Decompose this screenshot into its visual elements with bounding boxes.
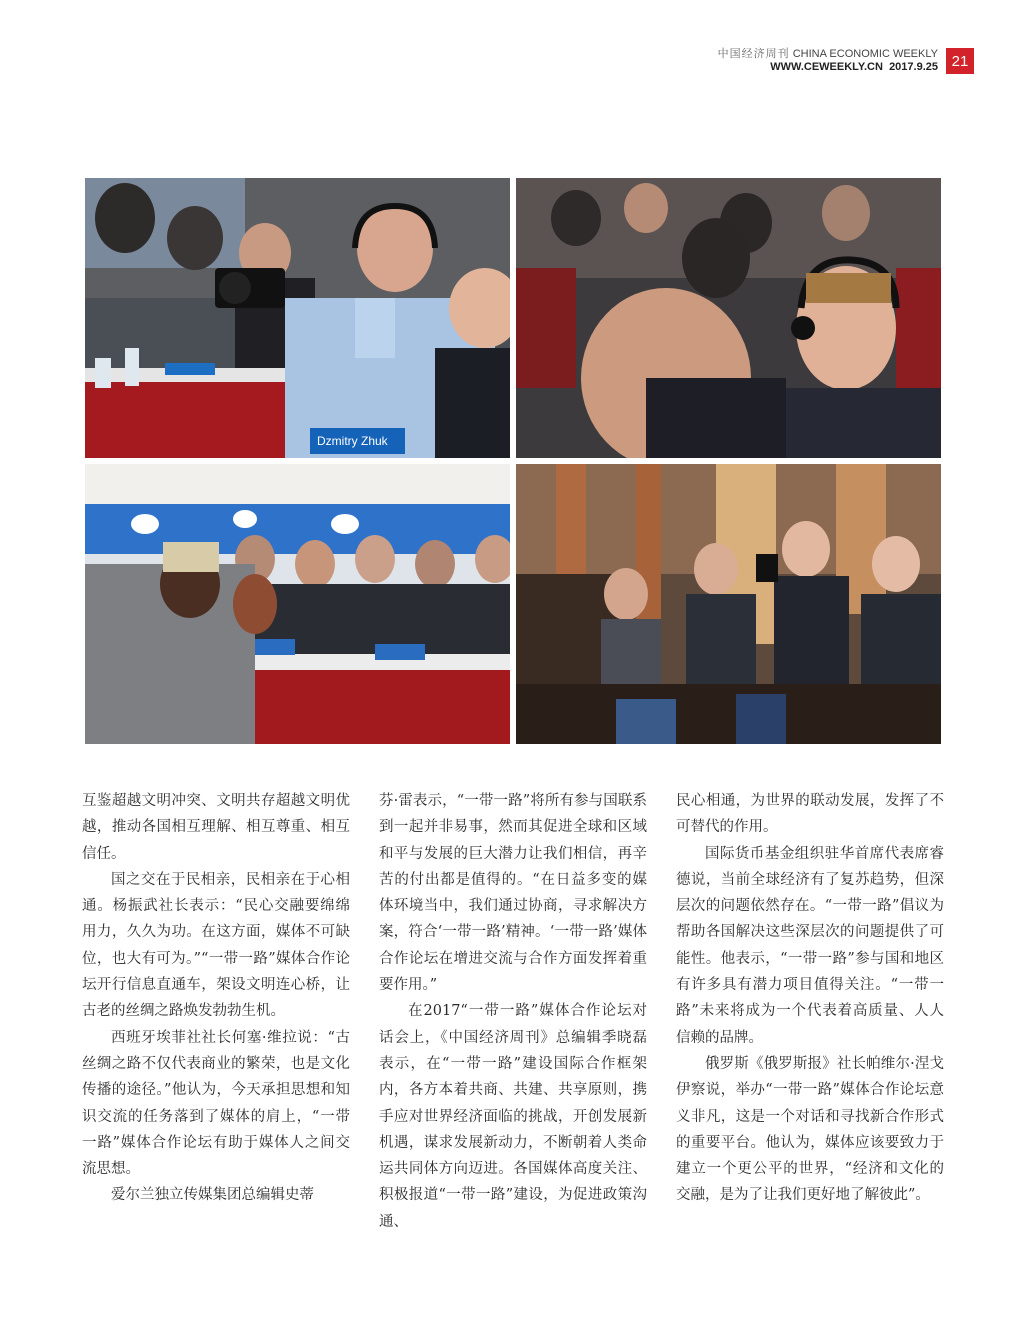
masthead-subline [718, 61, 938, 74]
paragraph: 在2017“一带一路”媒体合作论坛对话会上，《中国经济周刊》总编辑季晓磊表示，在“一带一路”建设国际合作框架内，各方本着共商、共建、共享原则，携手应对世界经济面临的挑战，开创发展新机遇，谋求发展新动力，不断朝着人类命运共同体方向迈进。各国媒体高度关注、积极报道“一带一路”建设，为促进政策沟通、 [379, 1003, 647, 1230]
paragraph: 民心相通，为世界的联动发展，发挥了不可替代的作用。 [676, 793, 944, 836]
page-number: 21 [946, 48, 974, 74]
issue-date: 2017.9.25 [889, 61, 938, 73]
photo-attendees-table [85, 464, 510, 744]
article-body [82, 788, 944, 1235]
paragraph: 爱尔兰独立传媒集团总编辑史蒂 [111, 1187, 314, 1204]
paragraph: 芬·雷表示，“一带一路”将所有参与国联系到一起并非易事，然而其促进全球和区域和平与发展的巨大潜力让我们相信，再辛苦的付出都是值得的。“在日益多变的媒体环境当中，我们通过协商，寻求解决方案，符合‘一带一路’精神。‘一带一路’媒体合作论坛在增进交流与合作方面发挥着重要作用。” [379, 793, 647, 994]
article-column-2 [379, 788, 647, 1235]
photo-audience-seated [516, 464, 941, 744]
article-column-1 [82, 788, 350, 1235]
magazine-name-cn: 中国经济周刊 [717, 48, 790, 60]
paragraph: 国际货币基金组织驻华首席代表席睿德说，当前全球经济有了复苏趋势，但深层次的问题依然存在。“一带一路”倡议为帮助各国解决这些深层次的问题提供了可能性。他表示，“一带一路”参与国和地区有许多具有潜力项目值得关注。“一带一路”未来将成为一个代表着高质量、人人信赖的品牌。 [676, 845, 944, 1046]
article-column-3 [676, 788, 944, 1235]
masthead [718, 48, 938, 74]
masthead-title [718, 48, 938, 61]
paragraph: 国之交在于民相亲，民相亲在于心相通。杨振武社长表示：“民心交融要绵绵用力，久久为功。在这方面，媒体不可缺位，也大有可为。”“一带一路”媒体合作论坛开行信息直通车，架设文明连心桥，让古老的丝绸之路焕发勃勃生机。 [82, 871, 350, 1020]
paragraph: 西班牙埃菲社社长何塞·维拉说：“古丝绸之路不仅代表商业的繁荣，也是文化传播的途径。”他认为，今天承担思想和知识交流的任务落到了媒体的肩上，“一带一路”媒体合作论坛有助于媒体人之间交流思想。 [82, 1029, 350, 1178]
magazine-name-en: CHINA ECONOMIC WEEKLY [792, 48, 938, 60]
nameplate-text: Dzmitry Zhuk [317, 434, 388, 448]
paragraph: 互鉴超越文明冲突、文明共存超越文明优越，推动各国相互理解、相互尊重、相互信任。 [82, 793, 350, 862]
website: WWW.CEWEEKLY.CN [770, 61, 883, 73]
page-header [718, 48, 974, 76]
photo-photographer [85, 178, 510, 458]
photo-attendee-headphones [516, 178, 941, 458]
paragraph: 俄罗斯《俄罗斯报》社长帕维尔·涅戈伊察说，举办“一带一路”媒体合作论坛意义非凡，这是一个对话和寻找新合作形式的重要平台。他认为，媒体应该要致力于建立一个更公平的世界，“经济和文化的交融，是为了让我们更好地了解彼此”。 [676, 1055, 944, 1204]
